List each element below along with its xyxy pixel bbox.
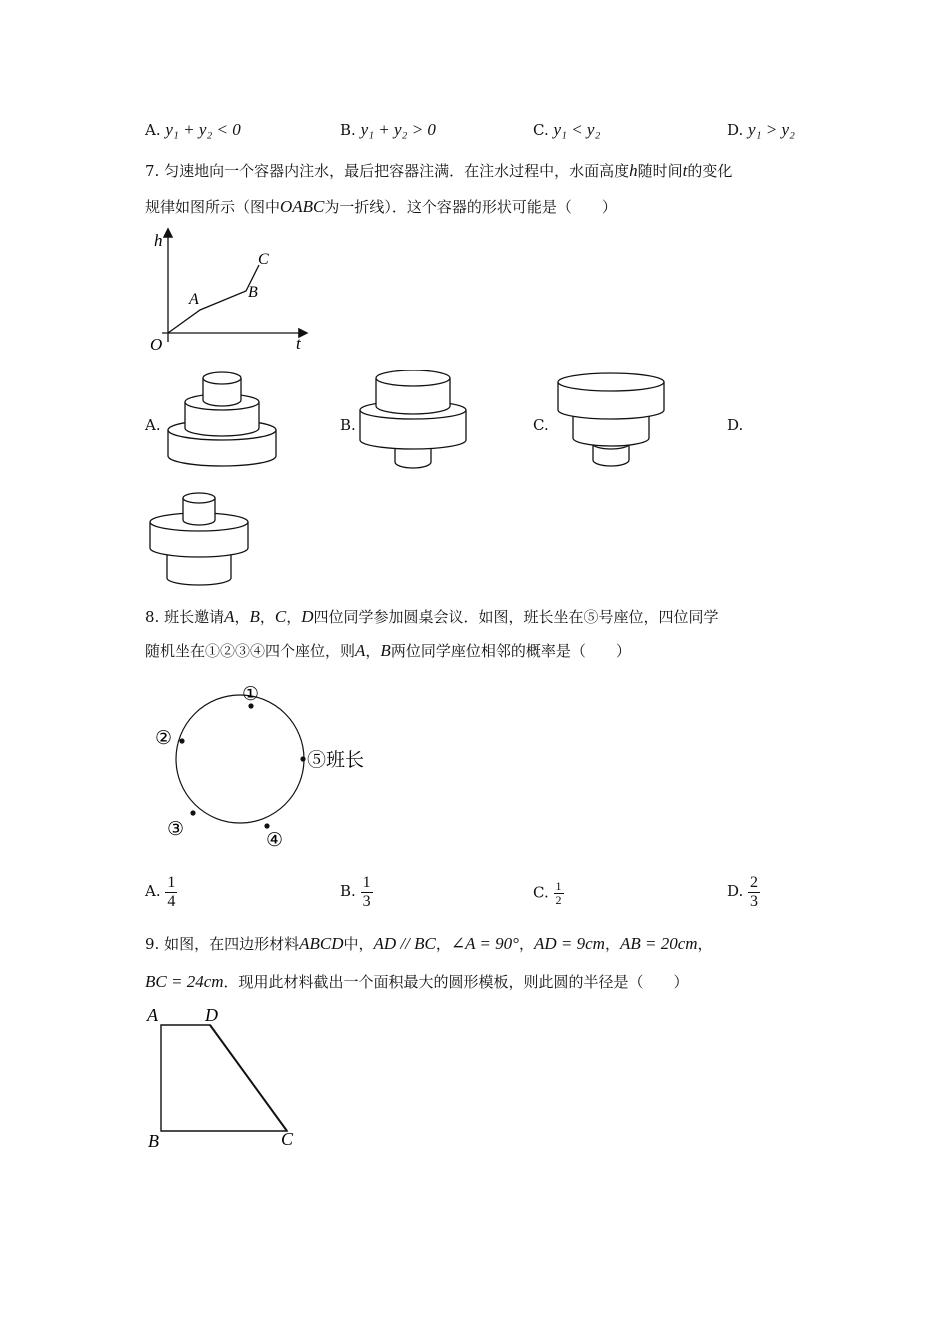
condition-bc: BC = 24cm [145, 972, 224, 991]
denominator: 2 [555, 893, 562, 908]
numerator: 1 [555, 879, 562, 893]
seat-2-label: ② [155, 728, 173, 749]
denominator: 3 [750, 892, 759, 910]
vertex-b-label: B [148, 1131, 159, 1151]
fraction [748, 874, 760, 910]
seat-5-dot [300, 756, 305, 761]
numerator: 1 [362, 874, 371, 891]
option-label: C. [533, 121, 549, 139]
fraction [554, 880, 564, 907]
q7-line-1 [145, 154, 732, 188]
point-a-label: A [189, 291, 199, 308]
q7-line-2 [145, 190, 617, 224]
seat-4-dot [264, 823, 269, 828]
seat-2-dot [179, 738, 184, 743]
sep: ， [604, 935, 620, 953]
q7-text: 为一折线）．这个容器的形状可能是（ ） [324, 198, 617, 216]
q8-option-a[interactable] [145, 874, 177, 910]
q7-text: 的变化 [687, 162, 733, 180]
q9-text: 中， [343, 935, 374, 953]
point-b-label: B [248, 284, 258, 301]
seat-3-label: ③ [167, 819, 185, 840]
condition-parallel: AD // BC [373, 934, 436, 953]
sep: ， [697, 935, 713, 953]
round-table [176, 695, 304, 823]
fraction [165, 874, 177, 910]
q9-line-1 [145, 927, 713, 961]
q7-container-d [148, 490, 250, 588]
oabc-polyline [168, 265, 259, 333]
q8-line-1 [145, 600, 719, 634]
student-d: D [301, 607, 314, 626]
q8-text: 随机坐在①②③④四个座位，则 [145, 642, 356, 660]
var-t: t [682, 161, 688, 180]
t-axis-label: t [296, 334, 301, 353]
denominator: 3 [362, 892, 371, 910]
sep: ， [518, 935, 534, 953]
q6-option-d[interactable] [727, 120, 795, 140]
var-h: h [629, 161, 638, 180]
q7-text: 规律如图所示（图中 [145, 198, 281, 216]
q7-option-d-label[interactable]: D. [727, 416, 744, 434]
vertex-a-label: A [147, 1005, 158, 1025]
student-a: A [355, 641, 366, 660]
fraction [361, 874, 373, 910]
sep: ， [234, 608, 250, 626]
vertex-d-label: D [205, 1005, 218, 1025]
option-label: C. [533, 883, 549, 902]
side-dc [210, 1025, 287, 1131]
student-b: B [249, 607, 260, 626]
q8-option-b[interactable] [340, 874, 373, 910]
student-b: B [380, 641, 391, 660]
sep: ， [435, 935, 451, 953]
q8-text: 8. 班长邀请 [145, 608, 225, 626]
seat-3-dot [190, 810, 195, 815]
option-label: B. [340, 121, 356, 139]
h-axis-label: h [154, 231, 163, 250]
option-label: B. [340, 882, 356, 901]
q7-text: 随时间 [637, 162, 683, 180]
q9-text: ．现用此材料截出一个面积最大的圆形模板，则此圆的半径是（ ） [223, 973, 689, 991]
point-c-label: C [258, 251, 269, 268]
quadrilateral-abcd [161, 1025, 287, 1131]
q6-option-a[interactable] [145, 120, 241, 140]
condition-ab: AB = 20cm [619, 934, 698, 953]
q7-container-c [555, 372, 667, 472]
seat-5-label: ⑤班长 [307, 750, 365, 771]
q9-line-2 [145, 965, 689, 999]
student-c: C [274, 607, 287, 626]
q8-line-2 [145, 634, 631, 668]
var-abcd: ABCD [299, 934, 344, 953]
q7-text: 7. 匀速地向一个容器内注水，最后把容器注满．在注水过程中，水面高度 [145, 162, 630, 180]
q7-water-height-graph [140, 222, 320, 357]
option-expression: y₁ < y₂ [553, 120, 601, 139]
var-oabc: OABC [280, 197, 325, 216]
numerator: 1 [167, 874, 176, 891]
q7-option-b-label[interactable]: B. [340, 416, 356, 434]
condition-angle: ∠A = 90° [450, 934, 519, 953]
q9-text: 9. 如图，在四边形材料 [145, 935, 300, 953]
q9-quadrilateral-diagram [143, 1002, 308, 1152]
q8-option-d[interactable] [727, 874, 760, 910]
condition-ad: AD = 9cm [533, 934, 605, 953]
numerator: 2 [750, 874, 759, 891]
option-label: D. [727, 121, 744, 139]
seat-4-label: ④ [266, 830, 284, 851]
q8-option-c[interactable] [533, 880, 564, 907]
q6-option-c[interactable] [533, 120, 600, 140]
q8-text: 四位同学参加圆桌会议．如图，班长坐在⑤号座位，四位同学 [313, 608, 719, 626]
option-label: A. [145, 882, 161, 901]
option-expression: y₁ > y₂ [748, 120, 795, 139]
option-expression: y₁ + y₂ < 0 [165, 120, 241, 139]
q8-text: 两位同学座位相邻的概率是（ ） [390, 642, 631, 660]
option-label: D. [727, 882, 744, 901]
q7-option-a-label[interactable]: A. [145, 416, 161, 434]
sep: ， [365, 642, 381, 660]
student-a: A [224, 607, 235, 626]
seat-1-label: ① [242, 684, 260, 705]
q7-container-b [358, 370, 470, 472]
q7-container-a [165, 370, 280, 472]
q8-round-table-diagram [145, 676, 385, 856]
sep: ， [259, 608, 275, 626]
option-expression: y₁ + y₂ > 0 [360, 120, 436, 139]
vertex-c-label: C [281, 1129, 294, 1149]
denominator: 4 [167, 892, 176, 910]
q6-option-b[interactable] [340, 120, 436, 140]
sep: ， [286, 608, 302, 626]
q7-option-c-label[interactable]: C. [533, 416, 549, 434]
option-label: A. [145, 121, 161, 139]
origin-label: O [150, 335, 163, 354]
